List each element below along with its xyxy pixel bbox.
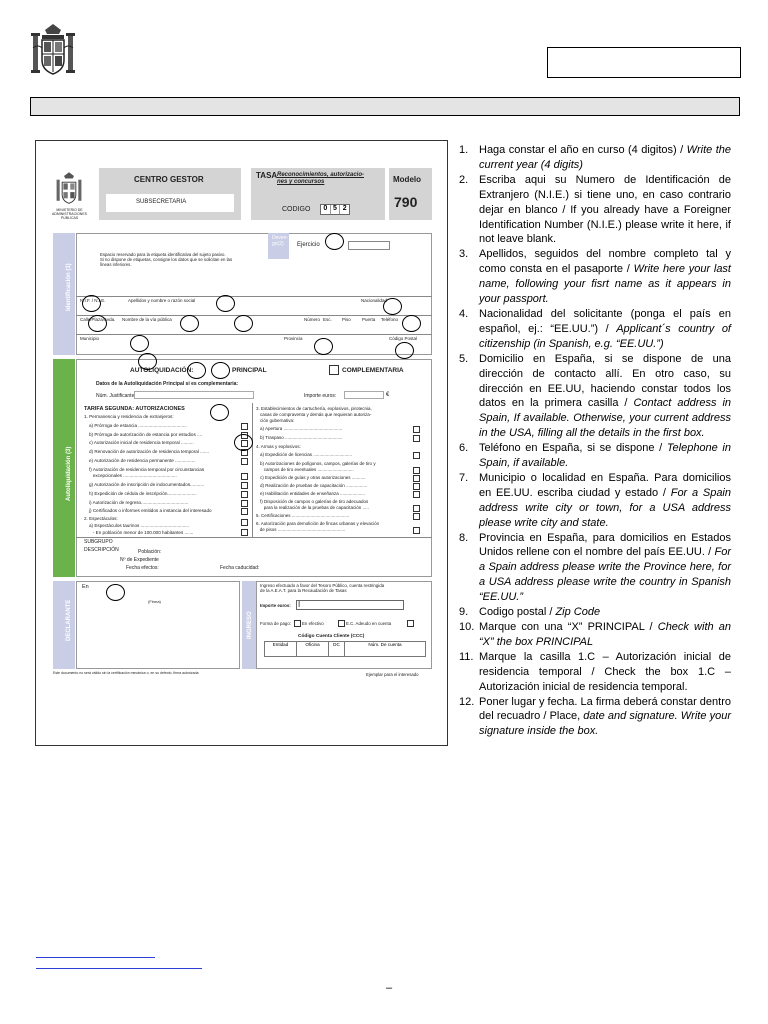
tarifa-right-item: para la realización de la pruebas de capacitación .....	[260, 505, 369, 510]
importe-euros-label: Importe euros:	[304, 393, 337, 399]
fecha-caducidad-label: Fecha caducidad:	[220, 565, 260, 571]
instruction-item: 6. Teléfono en España, si se dispone / Telephone in Spain, if available.	[459, 442, 731, 470]
identificacion-side-label: Identificación (1)	[66, 263, 72, 311]
tarifa-left-item: excepcionales ..........................................	[89, 473, 177, 478]
instruction-item: 5. Domicilio en España, si se dispone de una dirección de contacto allí. En otro caso, su dirección en EE.UU, haciendo constar todos los datos en la primera casilla / Contact address in Spain, If available. Otherwise, your current address in the USA, filling all the details in the first box.	[459, 352, 732, 440]
tarifa-left-item: i) Autorización de regreso.....................................	[89, 500, 189, 505]
annotation-circle-2	[82, 295, 101, 312]
form-790-image	[35, 140, 448, 746]
expediente-label: Nº de Expediente	[120, 557, 159, 563]
ccc-field: Entidad Oficina DC Núm. De cuenta	[264, 641, 426, 657]
instruction-item: 12. Poner lugar y fecha. La firma deberá constar dentro del recuadro / Place, date and signature. Write your signature inside the box.	[459, 695, 731, 738]
importe-label: Importe euros:	[260, 603, 291, 608]
poblacion-label: Población:	[138, 549, 162, 555]
checkbox-1a[interactable]	[241, 423, 248, 430]
checkbox-1i[interactable]	[241, 500, 248, 507]
tarifa-left-item: a) Espectáculos taurinos ......................................	[89, 523, 190, 528]
esc-label: Esc.	[323, 317, 332, 322]
annotation-circle-5b	[180, 315, 199, 332]
tarifa-right-item: 4. Armas y explosivos:	[256, 444, 301, 449]
annotation-circle-9	[395, 342, 414, 359]
ejercicio-label: Ejercicio	[297, 242, 320, 248]
annotation-circle-12	[106, 584, 125, 601]
title-bar	[30, 97, 740, 116]
footer-link-2[interactable]	[36, 968, 202, 969]
calle-label: Calle/Plaza/Avda.	[80, 317, 116, 322]
spanish-coat-of-arms-icon	[54, 171, 84, 207]
apellidos-label: Apellidos y nombre o razón social	[128, 298, 196, 303]
tarifa-right-item: 3. Establecimientos de cartuchería, explosivos, pirotecnia,	[256, 406, 372, 411]
checkbox-1h[interactable]	[241, 491, 248, 498]
tarifa-left-item: g) Autorización de inscripción de indocumentados...........	[89, 482, 205, 487]
checkbox-1e[interactable]	[241, 458, 248, 465]
codigo-postal-label: Código Postal	[389, 336, 418, 341]
tarifa-left-item: - En población menor de 100.000 habitantes .......	[89, 530, 194, 535]
declarante-side-label: DECLARANTE	[66, 599, 72, 641]
ministry-label: MINISTERIO DE ADMINISTRACIONES PÚBLICAS	[52, 208, 88, 220]
annotation-circle-4	[383, 298, 402, 315]
provincia-label: Provincia	[284, 336, 303, 341]
tarifa-right-item: d) Realización de pruebas de capacitación .................	[260, 483, 368, 488]
annotation-circle-1	[325, 233, 344, 250]
checkbox-4c[interactable]	[413, 475, 420, 482]
annotation-circle-10c	[211, 362, 230, 379]
adeudo-label: E.C. Adeudo en cuenta	[346, 621, 392, 626]
ejercicio-field	[348, 241, 390, 250]
tarifa-right-item: campos de tiro eventuales .............................	[260, 467, 354, 472]
modelo-label: Modelo	[393, 175, 421, 184]
descripcion-label: DESCRIPCIÓN	[84, 547, 119, 553]
efectivo-label: En efectivo	[302, 621, 324, 626]
instruction-item: 4. Nacionalidad del solicitante (ponga el país en español, ej.: “EE.UU.”) / Applicant´s country of citizenship (in Spanish, e.g. “EE.UU.”)	[459, 307, 731, 350]
tarifa-left-item: a) Prórroga de estancia ......................................	[89, 423, 187, 428]
modelo-number: 790	[394, 194, 418, 210]
annotation-circle-5a	[88, 315, 107, 332]
nacionalidad-label: Nacionalidad	[361, 298, 388, 303]
reference-box	[547, 47, 741, 78]
tarifa-right-item: casas de compraventa y demás que requieran autoriza-	[260, 412, 372, 417]
ejemplar-label: Ejemplar para el interesado	[366, 672, 419, 677]
codigo-label: CODIGO	[282, 206, 311, 213]
codigo-digits: 0 5 2	[320, 204, 350, 215]
tarifa-left-item: e) Autorización de residencia permanente ................	[89, 458, 196, 463]
annotation-circle-5c	[234, 315, 253, 332]
tarifa-right-item: e) Habilitación entidades de enseñanza ....................	[260, 491, 366, 496]
tarifa-left-item: d) Renovación de autorización de residencia temporal .......	[89, 449, 210, 454]
checkbox-3b[interactable]	[413, 435, 420, 442]
annotation-circle-3	[216, 295, 235, 312]
importe-value: I	[298, 600, 301, 609]
checkbox-4a[interactable]	[413, 452, 420, 459]
tarifa-right-item: b) Traspaso ..............................................	[260, 435, 343, 440]
adeudo-checkbox-2[interactable]	[407, 620, 414, 627]
checkbox-1j[interactable]	[241, 508, 248, 515]
euro-sign: €	[386, 392, 390, 398]
instruction-item: 11. Marque la casilla 1.C – Autorización inicial de residencia temporal / Check the box 1.C – Autorización inicial de residencia temporal.	[459, 650, 731, 693]
instruction-item: 9. Codigo postal / Zip Code	[459, 606, 601, 619]
subgrupo-label: SUBGRUPO	[84, 539, 113, 545]
tarifa-left-item: h) Expedición de cédula de inscripción.......................	[89, 491, 197, 496]
num-justificante-label: Núm. Justificante	[96, 393, 135, 399]
tarifa-right-item: f) Disposición de campos o galerías de tiro adecuados	[260, 499, 369, 504]
puerta-label: Puerta	[362, 317, 376, 322]
tarifa-right-item: a) Expedición de licencias ...............................	[260, 452, 353, 457]
tarifa-right-item: ción gubernativa:	[260, 418, 295, 423]
centro-gestor-label: CENTRO GESTOR	[134, 175, 204, 184]
spanish-coat-of-arms-icon	[30, 22, 76, 80]
checkbox-2b[interactable]	[241, 529, 248, 536]
tarifa-left-item: j) Certificados o informes emitidos a instancia del interesado	[89, 508, 212, 513]
ccc-label: Código Cuenta Cliente (CCC)	[298, 634, 365, 639]
fecha-efectos-label: Fecha efectos:	[126, 565, 159, 571]
tasa-label: TASA	[256, 171, 278, 180]
tarifa-label: TARIFA SEGUNDA: AUTORIZACIONES	[84, 406, 185, 412]
label-space-note: Espacio reservado para la etiqueta identificativa del sujeto pasivo. Si no dispone de etiquetas, consigne los datos que se solicitan en las líneas inferiores.	[100, 252, 233, 267]
footer-link-1[interactable]	[36, 957, 155, 958]
checkbox-4f[interactable]	[413, 505, 420, 512]
autoliquidacion-side-label: Autoliquidación (3)	[66, 446, 72, 501]
municipio-label: Municipio	[80, 336, 100, 341]
piso-label: Piso	[342, 317, 351, 322]
tarifa-left-item: 1. Permanencia y residencia de extranjeros:	[84, 414, 174, 419]
instructions-list	[456, 143, 731, 739]
forma-pago-label: Forma de pago:	[260, 621, 291, 626]
annotation-circle-8	[314, 338, 333, 355]
checkbox-4e[interactable]	[413, 491, 420, 498]
annotation-circle-7	[130, 335, 149, 352]
instruction-item: 1. Haga constar el año en curso (4 digitos) / Write the current year (4 digits)	[459, 144, 731, 171]
adeudo-checkbox[interactable]	[338, 620, 345, 627]
tarifa-right-item: c) Expedición de guías y otras autorizaciones ...........	[260, 475, 366, 480]
tarifa-right-item: de pisos ......................................................	[256, 527, 346, 532]
page-mark: –	[386, 982, 393, 994]
annotation-circle-11b	[234, 434, 253, 451]
instruction-item: 10. Marque con una “X” PRINCIPAL / Check with an “X” the box PRINCIPAL	[459, 621, 731, 648]
efectivo-checkbox[interactable]	[294, 620, 301, 627]
checkbox-1g[interactable]	[241, 482, 248, 489]
nif-label: N.I.F. / N.I.E.	[80, 298, 106, 303]
tarifa-right-item: a) Apertura ...............................................	[260, 426, 343, 431]
firma-label: (Firma)	[148, 599, 161, 604]
subsecretaria-label: SUBSECRETARIA	[136, 199, 187, 205]
telefono-label: Teléfono	[381, 317, 399, 322]
devengo-label: Deven- go(2)	[272, 235, 289, 247]
checkbox-6[interactable]	[413, 527, 420, 534]
checkbox-4d[interactable]	[413, 483, 420, 490]
complementaria-checkbox[interactable]	[329, 365, 339, 375]
datos-principal-label: Datos de la Autoliquidación Principal si es complementaria:	[96, 381, 239, 387]
annotation-circle-10a	[138, 353, 157, 370]
tasa-description: Reconocimientos, autorizacio- nes y concursos	[277, 172, 365, 185]
checkbox-3a[interactable]	[413, 426, 420, 433]
tarifa-right-item: b) Autorizaciones de polígonos, campos, galerías de tiro y	[260, 461, 376, 466]
tarifa-left-item: f) Autorización de residencia temporal por circunstancias	[89, 467, 205, 472]
checkbox-5[interactable]	[413, 513, 420, 520]
principal-label: PRINCIPAL	[232, 367, 267, 374]
annotation-circle-6	[402, 315, 421, 332]
complementaria-label: COMPLEMENTARIA	[342, 367, 404, 374]
ingreso-side-label: INGRESO	[247, 611, 253, 639]
tarifa-left-item: b) Prórroga de autorización de estancia por estudios ....	[89, 432, 203, 437]
validity-note: Este documento no será válido sin la certificación mecánica o, en su defecto, firma autorizada	[53, 671, 199, 675]
tarifa-left-item: c) Autorización inicial de residencia temporal ..........	[89, 440, 194, 445]
checkbox-2a[interactable]	[241, 519, 248, 526]
via-label: Nombre de la vía pública	[122, 317, 172, 322]
instruction-item: 3. Apellidos, seguidos del nombre completo tal y como consta en el pasaporte / Write here your last name, following your fisrt name as it appears in your passport.	[459, 248, 731, 306]
instruction-item: 8. Provincia en España, para domicilios en Estados Unidos rellene con el nombre del país EE.UU. / For a Spain address please write the Province here, for a USA address please write the country in Spanish “EE.UU.”	[459, 531, 731, 604]
en-label: En	[82, 584, 89, 590]
instruction-item: 7. Municipio o localidad en España. Para domicilios en EE.UU. escriba ciudad y estado / For a Spain address write city or town, for a USA address please write city and state.	[459, 471, 731, 529]
tarifa-right-item: 5. Certificaciones ..............................................	[256, 513, 350, 518]
tarifa-left-item: 2. Espectáculos:	[84, 516, 118, 521]
autoliquidacion-label: AUTOLIQUIDACIÓN:	[130, 367, 194, 374]
ingreso-text: Ingreso efectuado a favor del Tesoro Público, cuenta restringida de la A.E.A.T. para la Recaudación de Tasas	[260, 583, 385, 593]
checkbox-4b[interactable]	[413, 467, 420, 474]
checkbox-1f[interactable]	[241, 473, 248, 480]
numero-label: Número	[304, 317, 321, 322]
annotation-circle-10b	[187, 362, 206, 379]
annotation-circle-11	[210, 404, 229, 421]
tarifa-right-item: 6. Autorización para demolición de fincas urbanas y elevación	[256, 521, 380, 526]
instruction-item: 2. Escriba aqui su Numero de Identificación de Extranjero (N.I.E.) si tiene uno, en caso contrario dejar en blanco / If you already have a Foreigner Identification Number (N.I.E.) please write it here, if not leave blank.	[459, 173, 731, 246]
